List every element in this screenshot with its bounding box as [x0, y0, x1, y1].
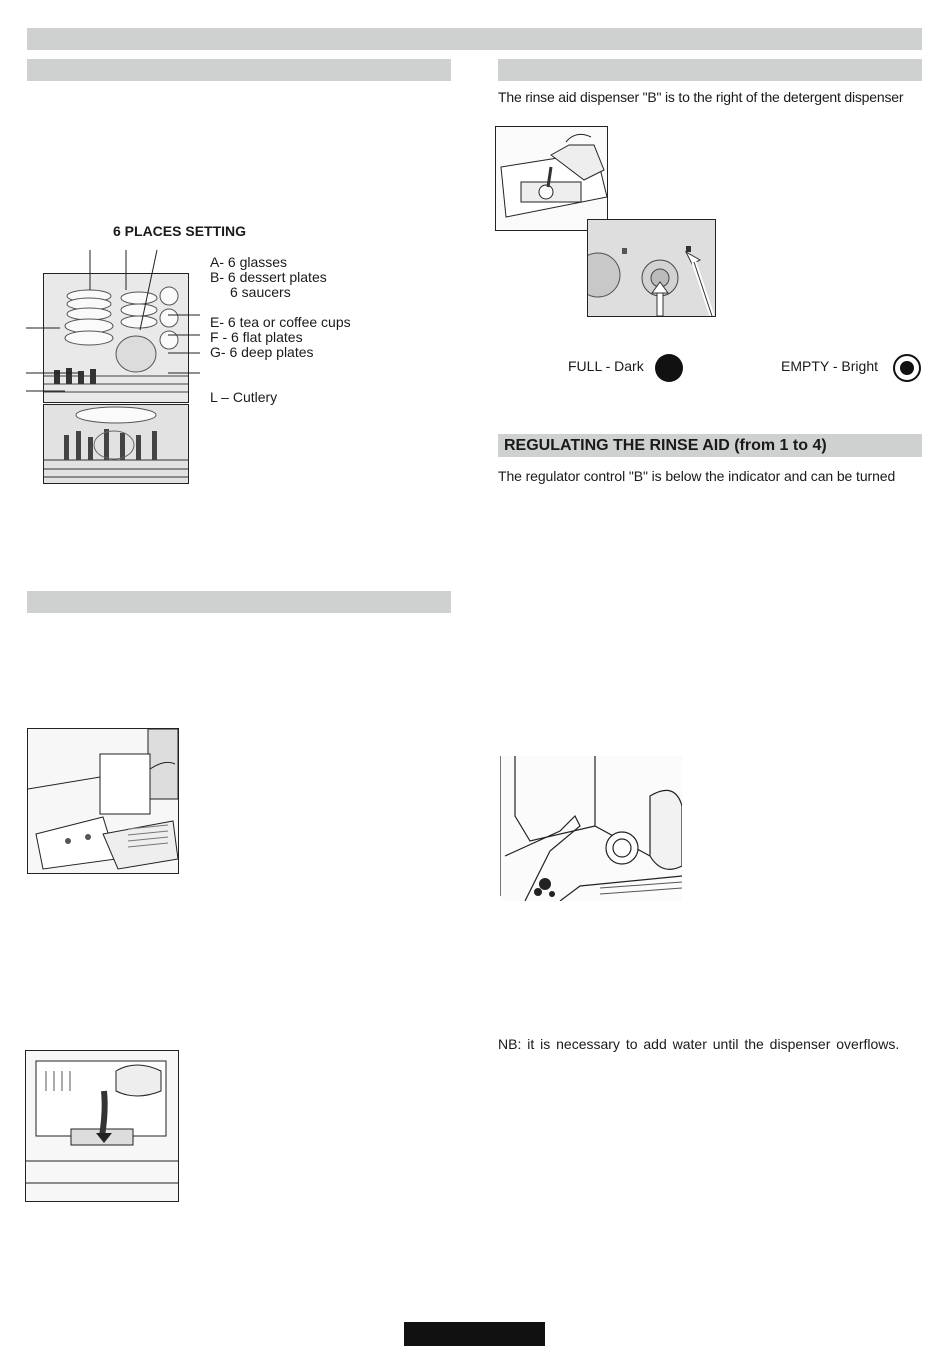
full-dark-indicator-icon [655, 354, 683, 382]
legend-item-f: F - 6 flat plates [210, 329, 303, 345]
cutlery-basket-illustration [43, 404, 189, 484]
rinse-aid-pouring-illustration [495, 126, 608, 231]
page-header-bar [27, 28, 922, 50]
empty-bright-indicator-core-icon [900, 361, 914, 375]
legend-item-saucers: 6 saucers [230, 284, 291, 300]
regulating-heading-bar [498, 434, 922, 457]
section-bar-left-2 [27, 591, 451, 613]
overflow-note: NB: it is necessary to add water until the dispenser overflows. [498, 1036, 900, 1052]
legend-item-a: A- 6 glasses [210, 254, 288, 270]
indicator-closeup-illustration [587, 219, 716, 317]
regulating-intro-text: The regulator control "B" is below the indicator and can be turned [498, 468, 896, 484]
regulator-control-illustration [500, 756, 682, 901]
legend-item-e: E- 6 tea or coffee cups [210, 314, 351, 330]
section-bar-right-1 [498, 59, 922, 81]
indicator-full-label: FULL - Dark [568, 358, 644, 374]
page-footer-box [404, 1322, 545, 1346]
filling-detergent-illustration [25, 1050, 179, 1202]
places-setting-title: 6 PLACES SETTING [113, 223, 247, 239]
legend-item-l: L – Cutlery [210, 389, 278, 405]
basket-leader-lines [20, 245, 210, 405]
empty-bright-indicator-icon [893, 354, 921, 382]
section-bar-left-1 [27, 59, 451, 81]
detergent-dispenser-open-illustration [27, 728, 179, 874]
legend-item-g: G- 6 deep plates [210, 344, 314, 360]
dispenser-intro-text: The rinse aid dispenser "B" is to the right of the detergent dispenser [498, 89, 904, 105]
regulating-heading: REGULATING THE RINSE AID (from 1 to 4) [504, 437, 827, 454]
indicator-empty-label: EMPTY - Bright [781, 358, 878, 374]
legend-item-b: B- 6 dessert plates [210, 269, 327, 285]
